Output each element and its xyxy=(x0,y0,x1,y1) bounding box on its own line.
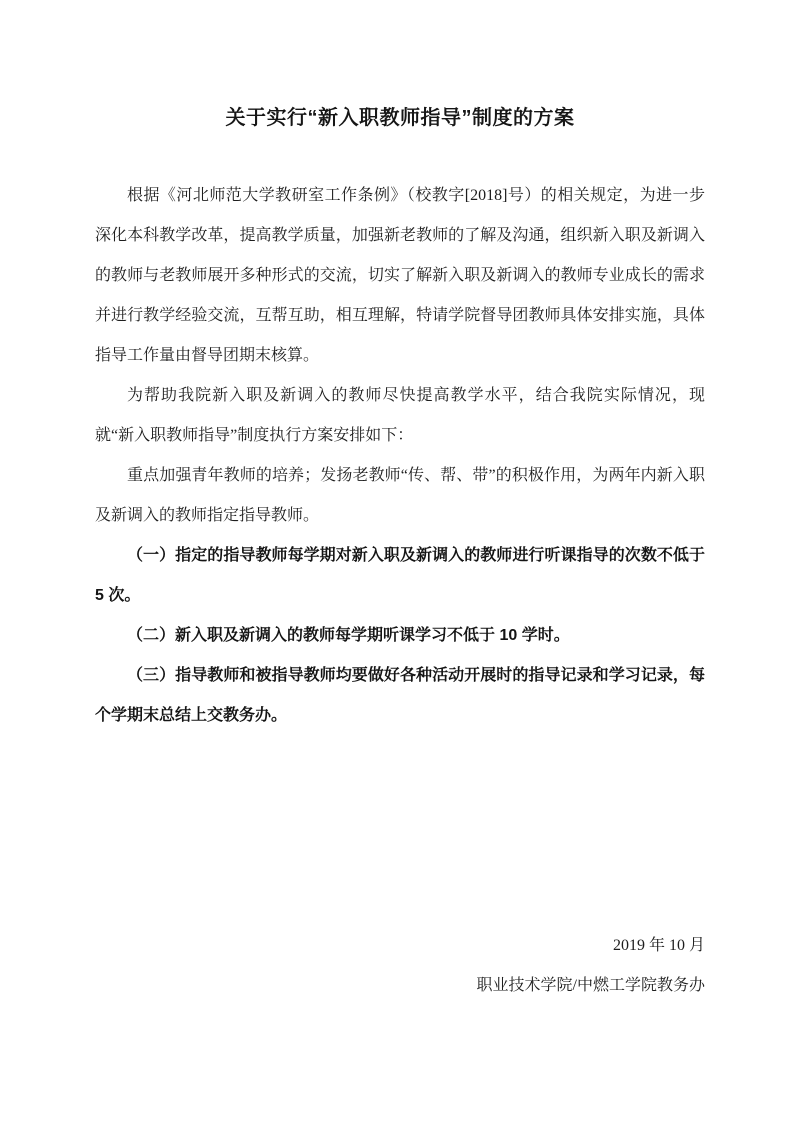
paragraph-focus: 重点加强青年教师的培养；发扬老教师“传、帮、带”的积极作用，为两年内新入职及新调入的教师指定指导教师。 xyxy=(95,467,705,524)
rule-item-1: （一）指定的指导教师每学期对新入职及新调入的教师进行听课指导的次数不低于 5 次。 xyxy=(95,547,705,604)
rule-item-2: （二）新入职及新调入的教师每学期听课学习不低于 10 学时。 xyxy=(127,627,570,644)
document-body xyxy=(95,176,705,736)
document-title: 关于实行“新入职教师指导”制度的方案 xyxy=(225,107,575,129)
signature-date: 2019 年 10 月 xyxy=(612,937,705,954)
paragraph-purpose: 为帮助我院新入职及新调入的教师尽快提高教学水平，结合我院实际情况，现就“新入职教师指导”制度执行方案安排如下： xyxy=(95,387,705,444)
signature-org: 职业技术学院/中燃工学院教务办 xyxy=(476,977,705,994)
paragraph-intro: 根据《河北师范大学教研室工作条例》（校教字[2018]号）的相关规定，为进一步深化本科教学改革，提高教学质量，加强新老教师的了解及沟通，组织新入职及新调入的教师与老教师展开多种形式的交流，切实了解新入职及新调入的教师专业成长的需求并进行教学经验交流，互帮互助，相互理解，特请学院督导团教师具体安排实施，具体指导工作量由督导团期末核算。 xyxy=(95,187,705,364)
signature-block xyxy=(95,926,705,1006)
rule-item-3: （三）指导教师和被指导教师均要做好各种活动开展时的指导记录和学习记录，每个学期末总结上交教务办。 xyxy=(95,667,705,724)
